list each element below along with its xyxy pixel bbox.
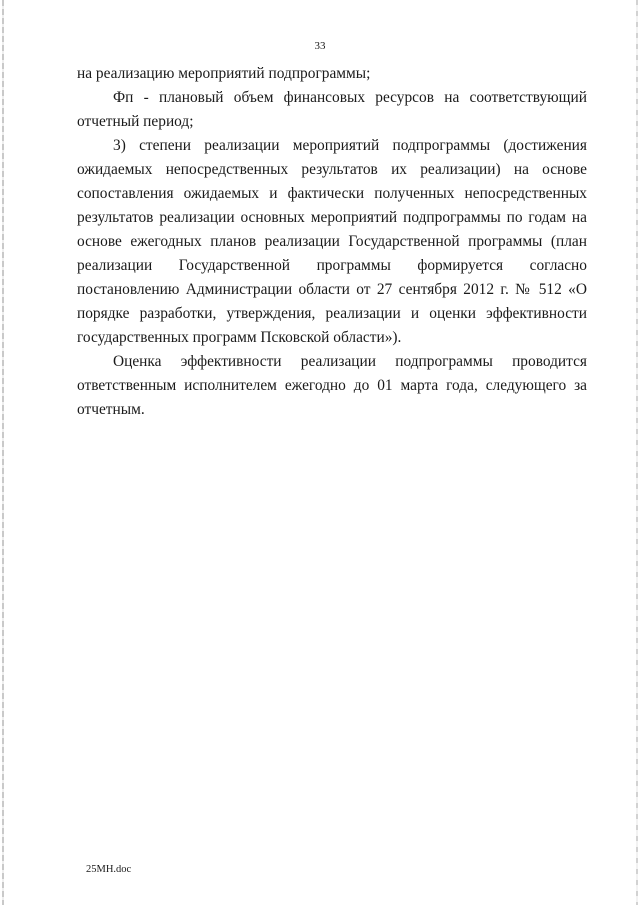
scan-edge-right xyxy=(636,0,638,905)
paragraph-item-3: 3) степени реализации мероприятий подпрограммы (достижения ожидаемых непосредственных результатов их реализации) на основе сопоставления ожидаемых и фактически полученных непосредственных результатов реализации основных мероприятий подпрограммы по годам на основе ежегодных планов реализации Государственной программы (план реализации Государственной программы формируется согласно постановлению Администрации области от 27 сентября 2012 г. № 512 «О порядке разработки, утверждения, реализации и оценки эффективности государственных программ Псковской области»). xyxy=(77,137,587,346)
page-number: 33 xyxy=(314,40,326,52)
scan-edge-left xyxy=(2,0,4,905)
paragraph-evaluation-deadline: Оценка эффективности реализации подпрограммы проводится ответственным исполнителем ежегодно до 01 марта года, следующего за отчетным. xyxy=(77,353,587,418)
document-body xyxy=(77,62,587,422)
paragraph-continuation: на реализацию мероприятий подпрограммы; xyxy=(77,65,371,82)
paragraph-fp-definition: Фп - плановый объем финансовых ресурсов на соответствующий отчетный период; xyxy=(77,89,587,130)
footer-filename: 25MH.doc xyxy=(86,864,132,875)
